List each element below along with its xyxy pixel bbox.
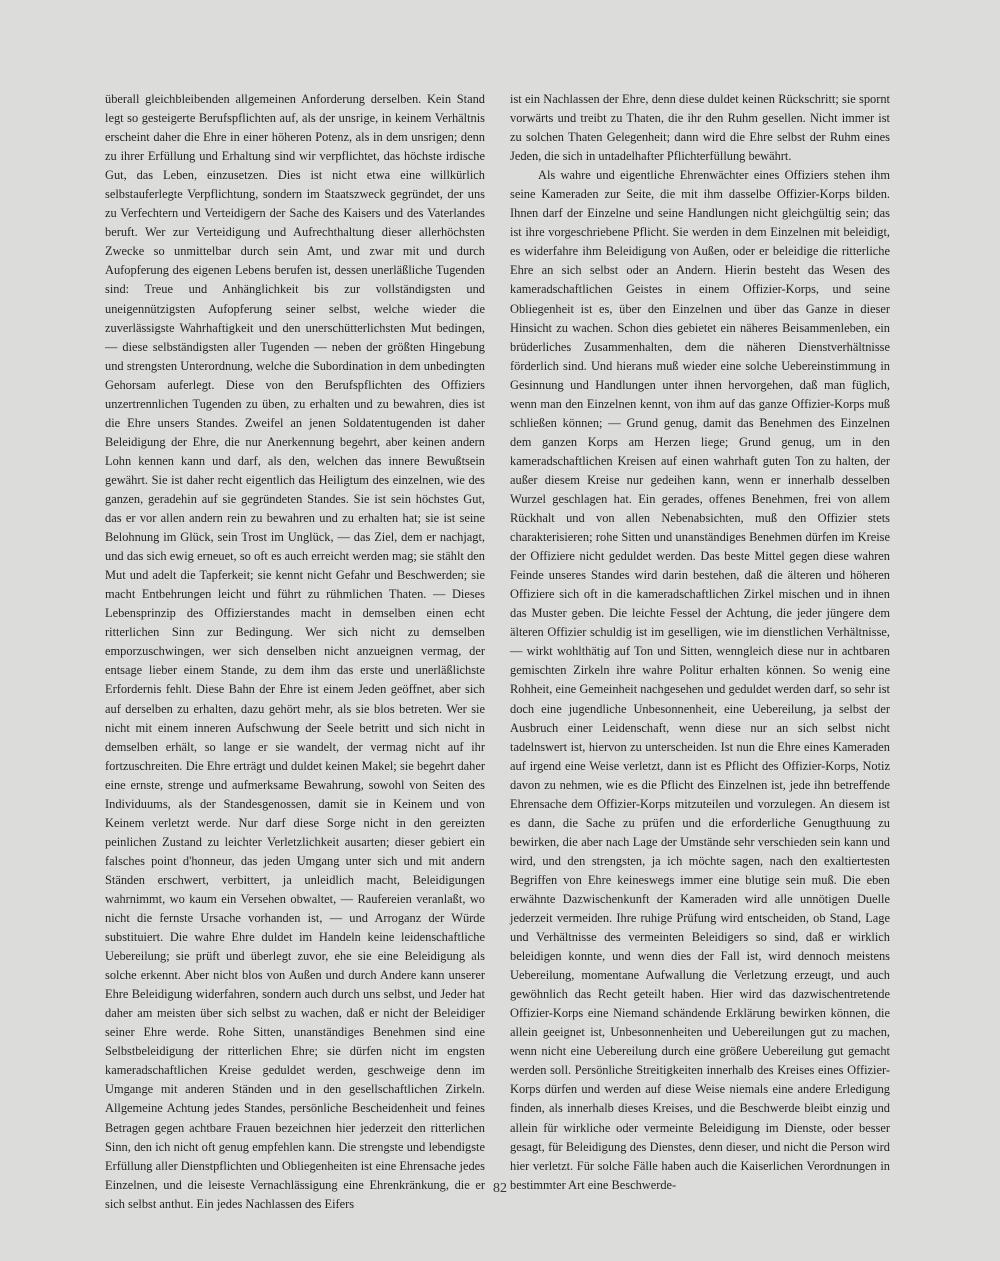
- left-text-column: [105, 90, 485, 1214]
- paragraph: ist ein Nachlassen der Ehre, denn diese duldet keinen Rückschritt; sie spornt vorwärts und treibt zu Thaten, die ihr den Ruhm gesellen. Nicht immer ist zu solchen Thaten Gelegenheit; dann wird die Ehre selbst der Ruhm eines Jeden, die sich in untadelhafter Pflichterfüllung bewährt.: [510, 92, 890, 164]
- paragraph: Als wahre und eigentliche Ehrenwächter eines Offiziers stehen ihm seine Kameraden zur Seite, die mit ihm dasselbe Offizier-Korps bilden. Ihnen darf der Einzelne und seine Handlungen nicht gleichgültig sein; das ist ihre vorgeschriebene Pflicht. Sie werden in dem Einzelnen mit beleidigt, es widerfahre ihm Beleidigung von Außen, oder er beleidige die ritterliche Ehre an sich selbst oder an Andern. Hierin besteht das Wesen des kameradschaftlichen Geistes in einem Offizier-Korps, und seine Obliegenheit ist es, über den Einzelnen und über das Ganze in dieser Hinsicht zu wachen. Schon dies gebietet ein näheres Beisammenleben, ein brüderliches Zusammenhalten, dem die näheren Dienstverhältnisse förderlich sind. Und hierans muß wieder eine solche Uebereinstimmung in Gesinnung und Handlungen unter ihnen hervorgehen, daß man füglich, wenn man den Einzelnen kennt, von ihm auf das ganze Offizier-Korps muß schließen können; — Grund genug, damit das Benehmen des Einzelnen dem ganzen Korps am Herzen liege; Grund genug, um in den kameradschaftlichen Kreisen auf einen wahrhaft guten Ton zu halten, der außer diesem Kreise nur gedeihen kann, wenn er innerhalb desselben Wurzel geschlagen hat. Ein gerades, offenes Benehmen, frei von allem Rückhalt und von allen Nebenabsichten, muß den Offizier stets charakterisieren; rohe Sitten und unanständiges Benehmen dürfen im Kreise der Offiziere nicht geduldet werden. Das beste Mittel gegen diese wahren Feinde unseres Standes wird darin bestehen, daß die älteren und höheren Offiziere sich oft in die kameradschaftlichen Zirkel mischen und in ihnen das Muster geben. Die leichte Fessel der Achtung, die jeder jüngere dem älteren Offizier schuldig ist im geselligen, wie im dienstlichen Verhältnisse, — wirkt wohlthätig auf Ton und Sitten, wenngleich diese nur in achtbaren gemischten Zirkeln ihre wahre Politur erhalten können. So wenig eine Rohheit, eine Gemeinheit nachgesehen und geduldet werden darf, so sehr ist doch eine jugendliche Unbesonnenheit, eine Uebereilung, ja selbst der Ausbruch einer Leidenschaft, wenn diese nur an sich selbst nicht tadelnswert ist, hiervon zu unterscheiden. Ist nun die Ehre eines Kameraden auf irgend eine Weise verletzt, dann ist es Pflicht des Offizier-Korps, Notiz davon zu nehmen, wie es die Pflicht des Einzelnen ist, jede ihn betreffende Ehrensache dem Offizier-Korps mitzuteilen und vorzulegen. An diesem ist es dann, die Sache zu prüfen und die erforderliche Genugthuung zu bewirken, die aber nach Lage der Umstände sehr verschieden sein kann und wird, und den strengsten, ja ich möchte sagen, nach den exaltiertesten Begriffen von Ehre keineswegs immer eine blutige sein muß. Die eben erwähnte Dazwischenkunft der Kameraden wird alle unnötigen Duelle jederzeit vermeiden. Ihre ruhige Prüfung wird entscheiden, ob Stand, Lage und Verhältnisse des vermeinten Beleidigers so sind, daß er wirklich beleidigen konnte, und wenn dies der Fall ist, wird dennoch meistens Uebereilung, momentane Aufwallung die Verletzung erzeugt, und auch gewöhnlich das Recht geteilt haben. Hier wird das dazwischentretende Offizier-Korps eine Niemand schändende Erklärung bewirken können, die allein geeignet ist, Unbesonnenheiten und Uebereilungen gut zu machen, wenn nicht eine Uebereilung durch eine größere Uebereilung gut gemacht werden soll. Persönliche Streitigkeiten innerhalb des Kreises eines Offizier-Korps dürfen und werden auf diese Weise niemals eine andere Erledigung finden, als innerhalb dieses Kreises, und die Beschwerde bleibt einzig und allein für wirkliche oder vermeinte Beleidigung im Dienste, oder besser gesagt, für Beleidigung des Dienstes, denn dieser, und nicht die Person wird hier verletzt. Für solche Fälle haben auch die Kaiserlichen Verordnungen in bestimmter Art eine Beschwerde-: [510, 168, 890, 1192]
- paragraph: überall gleichbleibenden allgemeinen Anforderung derselben. Kein Stand legt so gesteigerte Berufspflichten auf, als der unsrige, in keinem Verhältnis erscheint daher die Ehre in einer höheren Potenz, als in dem unsrigen; denn zu ihrer Erfüllung und Erhaltung sind wir verpflichtet, das höchste irdische Gut, das Leben, einzusetzen. Dies ist nicht etwa eine willkürlich selbstauferlegte Verpflichtung, sondern im Staatszweck gegründet, der uns zu Verfechtern und Verteidigern der Sache des Kaisers und des Vaterlandes beruft. Wer zur Verteidigung und Aufrechthaltung dieser allerhöchsten Zwecke so unmittelbar durch sein Amt, und zwar mit und durch Aufopferung des eigenen Lebens berufen ist, dessen unerläßliche Tugenden sind: Treue und Anhänglichkeit bis zur vollständigsten und uneigennützigsten Aufopferung seiner selbst, welche wieder die zuverlässigste Wahrhaftigkeit und den unerschütterlichsten Mut bedingen, — diese selbständigsten aller Tugenden — neben der größten Hingebung und strengsten Unterordnung, welche die Subordination in dem unbedingten Gehorsam auferlegt. Diese von den Berufspflichten des Offiziers unzertrennlichen Tugenden zu üben, zu erhalten und zu bewahren, dies ist die Ehre unsers Standes. Zweifel an jenen Soldatentugenden ist daher Beleidigung der Ehre, die nur Anerkennung begehrt, aber keinen andern Lohn kennen kann und darf, als den, welchen das innere Bewußtsein gewährt. Sie ist daher recht eigentlich das Heiligtum des einzelnen, wie des ganzen, geradehin auf sie gegründeten Standes. Sie ist sein höchstes Gut, das er vor allen andern rein zu bewahren und zu erhalten hat; sie ist seine Belohnung im Glück, sein Trost im Unglück, — das Ziel, dem er nachjagt, und das sich ewig erneuet, so oft es auch erreicht werden mag; sie stählt den Mut und adelt die Tapferkeit; sie kennt nicht Gefahr und Beschwerden; sie macht Entbehrungen leicht und führt zu rühmlichen Thaten. — Dieses Lebensprinzip des Offizierstandes macht in demselben einen echt ritterlichen Sinn zur Bedingung. Wer sich nicht zu demselben emporzuschwingen, wer sich denselben nicht anzueignen vermag, der entsage lieber einem Stande, zu dem ihm das erste und unerläßlichste Erfordernis fehlt. Diese Bahn der Ehre ist einem Jeden geöffnet, aber sich auf derselben zu erhalten, dazu gehört mehr, als sie blos betreten. Wer sie nicht mit einem inneren Aufschwung der Seele betritt und sich nicht in demselben erhält, so lange er sie wandelt, der vermag nicht auf ihr fortzuschreiten. Die Ehre erträgt und duldet keinen Makel; sie begehrt daher eine ernste, strenge und aufmerksame Bewahrung, sowohl von Seiten des Individuums, als der Standesgenossen, damit sie in Keinem und von Keinem verletzt werde. Nur darf diese Sorge nicht in den gereizten peinlichen Zustand zu leichter Verletzlichkeit ausarten; dieser gebiert ein falsches point d'honneur, das jeden Umgang unter sich und mit andern Ständen erschwert, verbittert, ja unleidlich macht, Beleidigungen wahrnimmt, wo kaum ein Versehen obwaltet, — Raufereien veranlaßt, wo nicht die fernste Ursache vorhanden ist, — und Arroganz der Würde substituiert. Die wahre Ehre duldet im Handeln keine leidenschaftliche Uebereilung; sie prüft und überlegt zuvor, ehe sie eine Beleidigung als solche erkennt. Aber nicht blos von Außen und durch Andere kann unserer Ehre Beleidigung widerfahren, sondern auch durch uns selbst, und Jeder hat daher am meisten über sich selbst zu wachen, daß er nicht der Beleidiger seiner Ehre werde. Rohe Sitten, unanständiges Benehmen sind eine Selbstbeleidigung der ritterlichen Ehre; sie dürfen nicht im engsten kameradschaftlichen Kreise geduldet werden, geschweige denn im Umgange mit anderen Ständen und in den gesellschaftlichen Zirkeln. Allgemeine Achtung jedes Standes, persönliche Bescheidenheit und feines Betragen gegen achtbare Frauen bezeichnen hier jederzeit den ritterlichen Sinn, den ich nicht oft genug empfehlen kann. Die strengste und lebendigste Erfüllung aller Dienstpflichten und Obliegenheiten ist eine Ehrensache jedes Einzelnen, und die leiseste Vernachlässigung eine Ehrenkränkung, die er sich selbst anthut. Ein jedes Nachlassen des Eifers: [105, 92, 485, 1211]
- right-text-column: [510, 90, 890, 1195]
- page-number: 82: [493, 1181, 507, 1196]
